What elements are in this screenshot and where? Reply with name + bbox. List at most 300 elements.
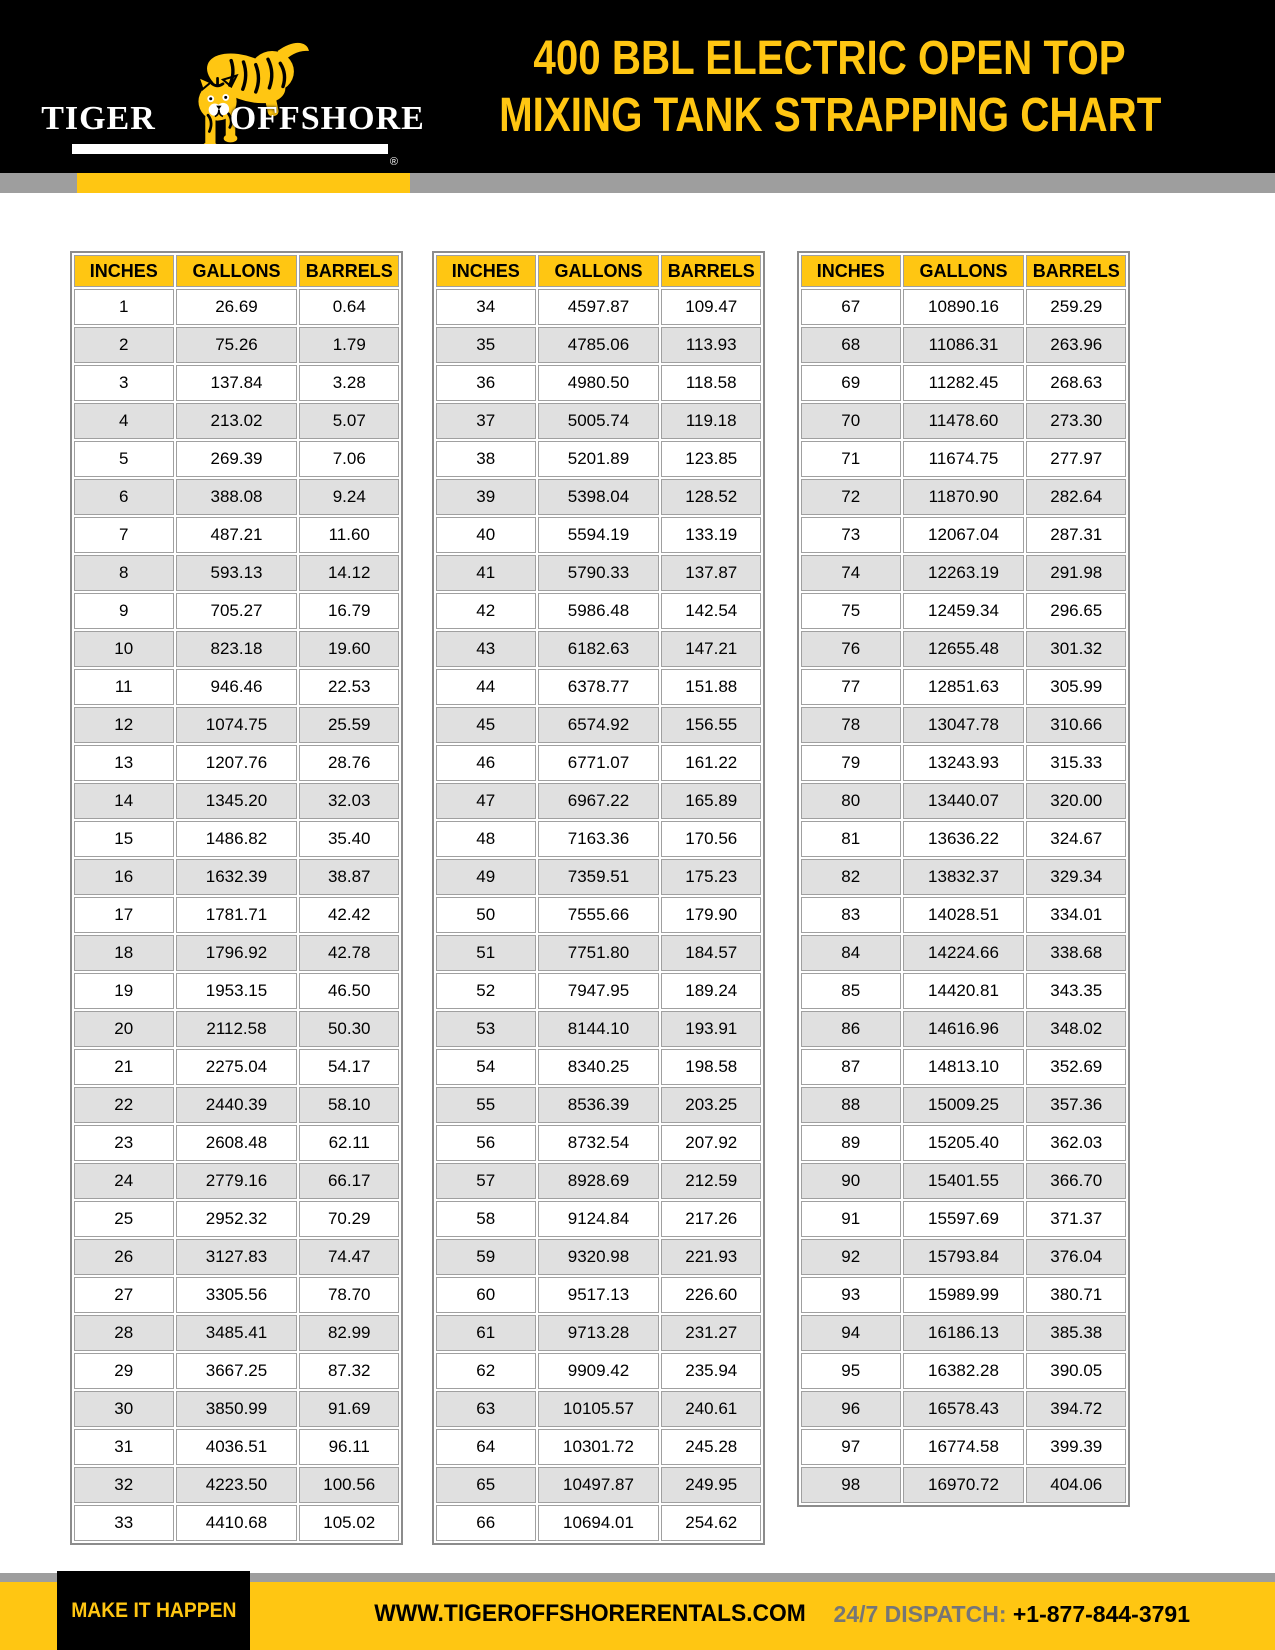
table-cell: 63: [436, 1391, 536, 1427]
table-cell: 175.23: [661, 859, 761, 895]
table-row: [74, 479, 399, 515]
table-cell: 371.37: [1026, 1201, 1126, 1237]
table-cell: 14.12: [299, 555, 399, 591]
table-header-row: [436, 255, 761, 287]
table-cell: 6378.77: [538, 669, 660, 705]
footer-tagline: MAKE IT HAPPEN: [70, 1598, 237, 1622]
table-cell: 91.69: [299, 1391, 399, 1427]
table-cell: 385.38: [1026, 1315, 1126, 1351]
table-cell: 16970.72: [903, 1467, 1025, 1503]
table-cell: 7.06: [299, 441, 399, 477]
footer-dispatch: [834, 1601, 1190, 1628]
table-row: [801, 555, 1126, 591]
table-cell: 137.84: [176, 365, 298, 401]
table-row: [801, 1049, 1126, 1085]
table-row: [436, 631, 761, 667]
table-row: [74, 821, 399, 857]
table-cell: 593.13: [176, 555, 298, 591]
dispatch-phone-number[interactable]: +1-877-844-3791: [1012, 1601, 1190, 1627]
table-cell: 14: [74, 783, 174, 819]
table-row: [801, 441, 1126, 477]
table-cell: 13: [74, 745, 174, 781]
table-row: [74, 669, 399, 705]
table-cell: 19.60: [299, 631, 399, 667]
table-cell: 212.59: [661, 1163, 761, 1199]
table-cell: 53: [436, 1011, 536, 1047]
table-cell: 376.04: [1026, 1239, 1126, 1275]
table-cell: 5986.48: [538, 593, 660, 629]
table-row: [436, 897, 761, 933]
table-cell: 35.40: [299, 821, 399, 857]
table-cell: 35: [436, 327, 536, 363]
table-cell: 301.32: [1026, 631, 1126, 667]
table-row: [436, 1277, 761, 1313]
table-cell: 43: [436, 631, 536, 667]
table-row: [436, 1315, 761, 1351]
table-cell: 362.03: [1026, 1125, 1126, 1161]
header-divider-yellow-segment: [77, 173, 410, 193]
table-cell: 28.76: [299, 745, 399, 781]
table-cell: 105.02: [299, 1505, 399, 1541]
table-row: [74, 1277, 399, 1313]
strapping-table-3: [797, 251, 1130, 1507]
table-cell: 92: [801, 1239, 901, 1275]
table-cell: 39: [436, 479, 536, 515]
table-cell: 7163.36: [538, 821, 660, 857]
table-row: [436, 1429, 761, 1465]
table-cell: 7359.51: [538, 859, 660, 895]
table-row: [801, 935, 1126, 971]
table-cell: 13440.07: [903, 783, 1025, 819]
table-cell: 83: [801, 897, 901, 933]
table-row: [74, 1049, 399, 1085]
table-cell: 5201.89: [538, 441, 660, 477]
table-row: [801, 593, 1126, 629]
table-cell: 73: [801, 517, 901, 553]
column-header-inches: INCHES: [801, 255, 901, 287]
table-row: [74, 1467, 399, 1503]
table-cell: 25: [74, 1201, 174, 1237]
table-row: [436, 289, 761, 325]
table-cell: 52: [436, 973, 536, 1009]
table-cell: 249.95: [661, 1467, 761, 1503]
table-cell: 16.79: [299, 593, 399, 629]
table-cell: 310.66: [1026, 707, 1126, 743]
table-cell: 1345.20: [176, 783, 298, 819]
column-header-inches: INCHES: [436, 255, 536, 287]
table-row: [801, 1125, 1126, 1161]
table-row: [801, 1087, 1126, 1123]
table-row: [801, 1353, 1126, 1389]
table-cell: 334.01: [1026, 897, 1126, 933]
table-cell: 13832.37: [903, 859, 1025, 895]
table-cell: 40: [436, 517, 536, 553]
table-cell: 15989.99: [903, 1277, 1025, 1313]
table-cell: 273.30: [1026, 403, 1126, 439]
table-row: [801, 745, 1126, 781]
table-cell: 42.42: [299, 897, 399, 933]
table-cell: 38: [436, 441, 536, 477]
table-cell: 49: [436, 859, 536, 895]
table-row: [74, 327, 399, 363]
table-row: [801, 1391, 1126, 1427]
table-cell: 388.08: [176, 479, 298, 515]
table-cell: 394.72: [1026, 1391, 1126, 1427]
table-row: [436, 593, 761, 629]
table-cell: 15: [74, 821, 174, 857]
table-cell: 11478.60: [903, 403, 1025, 439]
table-cell: 41: [436, 555, 536, 591]
table-cell: 8536.39: [538, 1087, 660, 1123]
column-header-gallons: GALLONS: [538, 255, 660, 287]
table-row: [436, 1011, 761, 1047]
table-row: [74, 1505, 399, 1541]
table-cell: 2779.16: [176, 1163, 298, 1199]
table-cell: 6182.63: [538, 631, 660, 667]
table-row: [436, 441, 761, 477]
table-row: [801, 289, 1126, 325]
table-cell: 84: [801, 935, 901, 971]
table-cell: 57: [436, 1163, 536, 1199]
column-header-inches: INCHES: [74, 255, 174, 287]
table-row: [436, 669, 761, 705]
table-row: [801, 821, 1126, 857]
table-cell: 70.29: [299, 1201, 399, 1237]
table-cell: 16382.28: [903, 1353, 1025, 1389]
header-divider-band: [0, 173, 1275, 193]
table-cell: 38.87: [299, 859, 399, 895]
table-cell: 3485.41: [176, 1315, 298, 1351]
table-cell: 26.69: [176, 289, 298, 325]
table-cell: 151.88: [661, 669, 761, 705]
table-row: [436, 859, 761, 895]
table-cell: 55: [436, 1087, 536, 1123]
table-row: [801, 1011, 1126, 1047]
table-cell: 34: [436, 289, 536, 325]
table-cell: 8: [74, 555, 174, 591]
table-header-row: [801, 255, 1126, 287]
table-cell: 142.54: [661, 593, 761, 629]
table-cell: 67: [801, 289, 901, 325]
table-row: [801, 1163, 1126, 1199]
table-cell: 14616.96: [903, 1011, 1025, 1047]
table-cell: 6: [74, 479, 174, 515]
table-cell: 62.11: [299, 1125, 399, 1161]
table-row: [801, 1429, 1126, 1465]
table-cell: 179.90: [661, 897, 761, 933]
table-cell: 72: [801, 479, 901, 515]
logo-wordmark: [41, 100, 425, 138]
table-row: [436, 555, 761, 591]
title-line-2: MIXING TANK STRAPPING CHART: [498, 88, 1162, 142]
table-cell: 82.99: [299, 1315, 399, 1351]
table-cell: 70: [801, 403, 901, 439]
table-header-row: [74, 255, 399, 287]
dispatch-label: 24/7 DISPATCH:: [833, 1601, 1007, 1627]
table-row: [74, 973, 399, 1009]
table-cell: 0.64: [299, 289, 399, 325]
table-row: [436, 327, 761, 363]
table-cell: 23: [74, 1125, 174, 1161]
table-cell: 343.35: [1026, 973, 1126, 1009]
table-row: [436, 1125, 761, 1161]
table-row: [74, 1201, 399, 1237]
table-cell: 207.92: [661, 1125, 761, 1161]
table-row: [436, 821, 761, 857]
table-cell: 118.58: [661, 365, 761, 401]
table-cell: 147.21: [661, 631, 761, 667]
table-row: [436, 403, 761, 439]
table-cell: 42: [436, 593, 536, 629]
table-cell: 13636.22: [903, 821, 1025, 857]
table-cell: 36: [436, 365, 536, 401]
table-cell: 42.78: [299, 935, 399, 971]
table-cell: 14813.10: [903, 1049, 1025, 1085]
table-cell: 189.24: [661, 973, 761, 1009]
table-cell: 7: [74, 517, 174, 553]
table-row: [436, 517, 761, 553]
table-cell: 44: [436, 669, 536, 705]
table-cell: 2608.48: [176, 1125, 298, 1161]
strapping-table-1: [70, 251, 403, 1545]
table-row: [74, 1391, 399, 1427]
table-cell: 12: [74, 707, 174, 743]
table-row: [74, 1429, 399, 1465]
table-cell: 4785.06: [538, 327, 660, 363]
table-cell: 2275.04: [176, 1049, 298, 1085]
table-cell: 13243.93: [903, 745, 1025, 781]
table-cell: 217.26: [661, 1201, 761, 1237]
table-cell: 2440.39: [176, 1087, 298, 1123]
table-row: [436, 1201, 761, 1237]
table-cell: 8732.54: [538, 1125, 660, 1161]
table-row: [436, 479, 761, 515]
table-cell: 296.65: [1026, 593, 1126, 629]
table-cell: 89: [801, 1125, 901, 1161]
table-cell: 22: [74, 1087, 174, 1123]
table-cell: 48: [436, 821, 536, 857]
table-cell: 11674.75: [903, 441, 1025, 477]
table-cell: 7555.66: [538, 897, 660, 933]
table-cell: 245.28: [661, 1429, 761, 1465]
table-cell: 98: [801, 1467, 901, 1503]
table-cell: 10694.01: [538, 1505, 660, 1541]
table-cell: 32.03: [299, 783, 399, 819]
table-cell: 5: [74, 441, 174, 477]
table-cell: 320.00: [1026, 783, 1126, 819]
table-cell: 4410.68: [176, 1505, 298, 1541]
logo-word-offshore: OFFSHORE: [229, 100, 425, 137]
table-cell: 10497.87: [538, 1467, 660, 1503]
table-cell: 77: [801, 669, 901, 705]
table-cell: 170.56: [661, 821, 761, 857]
table-cell: 1: [74, 289, 174, 325]
table-cell: 198.58: [661, 1049, 761, 1085]
table-cell: 4597.87: [538, 289, 660, 325]
table-row: [801, 517, 1126, 553]
table-cell: 58: [436, 1201, 536, 1237]
table-cell: 399.39: [1026, 1429, 1126, 1465]
table-cell: 15205.40: [903, 1125, 1025, 1161]
table-cell: 390.05: [1026, 1353, 1126, 1389]
table-cell: 338.68: [1026, 935, 1126, 971]
table-cell: 10301.72: [538, 1429, 660, 1465]
footer-website-link[interactable]: WWW.TIGEROFFSHORERENTALS.COM: [374, 1600, 806, 1627]
table-row: [436, 707, 761, 743]
table-row: [801, 669, 1126, 705]
table-cell: 380.71: [1026, 1277, 1126, 1313]
table-cell: 8340.25: [538, 1049, 660, 1085]
table-cell: 133.19: [661, 517, 761, 553]
table-cell: 357.36: [1026, 1087, 1126, 1123]
table-cell: 69: [801, 365, 901, 401]
table-cell: 85: [801, 973, 901, 1009]
table-cell: 128.52: [661, 479, 761, 515]
table-cell: 37: [436, 403, 536, 439]
table-cell: 74.47: [299, 1239, 399, 1275]
table-cell: 29: [74, 1353, 174, 1389]
table-cell: 231.27: [661, 1315, 761, 1351]
table-cell: 26: [74, 1239, 174, 1275]
table-cell: 352.69: [1026, 1049, 1126, 1085]
table-cell: 27: [74, 1277, 174, 1313]
tiger-offshore-logo: [41, 12, 425, 170]
table-cell: 32: [74, 1467, 174, 1503]
table-cell: 268.63: [1026, 365, 1126, 401]
table-cell: 235.94: [661, 1353, 761, 1389]
table-row: [74, 783, 399, 819]
table-row: [801, 479, 1126, 515]
table-cell: 91: [801, 1201, 901, 1237]
column-header-barrels: BARRELS: [1026, 255, 1126, 287]
table-cell: 66.17: [299, 1163, 399, 1199]
table-cell: 96: [801, 1391, 901, 1427]
table-cell: 14224.66: [903, 935, 1025, 971]
table-cell: 277.97: [1026, 441, 1126, 477]
table-cell: 87: [801, 1049, 901, 1085]
table-row: [74, 1163, 399, 1199]
table-cell: 305.99: [1026, 669, 1126, 705]
table-row: [74, 707, 399, 743]
table-cell: 3.28: [299, 365, 399, 401]
column-header-barrels: BARRELS: [661, 255, 761, 287]
table-cell: 78.70: [299, 1277, 399, 1313]
table-cell: 100.56: [299, 1467, 399, 1503]
title-line-1: 400 BBL ELECTRIC OPEN TOP: [533, 31, 1127, 85]
registered-trademark-symbol: ®: [389, 156, 398, 168]
table-row: [801, 1315, 1126, 1351]
table-cell: 18: [74, 935, 174, 971]
table-cell: 366.70: [1026, 1163, 1126, 1199]
table-row: [74, 441, 399, 477]
table-cell: 16: [74, 859, 174, 895]
table-row: [74, 1239, 399, 1275]
table-cell: 11870.90: [903, 479, 1025, 515]
table-cell: 9517.13: [538, 1277, 660, 1313]
table-cell: 12655.48: [903, 631, 1025, 667]
header-banner: [0, 0, 1275, 173]
table-cell: 56: [436, 1125, 536, 1161]
table-cell: 3127.83: [176, 1239, 298, 1275]
table-cell: 22.53: [299, 669, 399, 705]
table-cell: 97: [801, 1429, 901, 1465]
table-cell: 64: [436, 1429, 536, 1465]
table-row: [436, 1239, 761, 1275]
table-cell: 54.17: [299, 1049, 399, 1085]
table-cell: 165.89: [661, 783, 761, 819]
table-cell: 60: [436, 1277, 536, 1313]
table-cell: 16186.13: [903, 1315, 1025, 1351]
table-cell: 5790.33: [538, 555, 660, 591]
table-cell: 109.47: [661, 289, 761, 325]
logo-underline-bar: [72, 144, 388, 154]
table-cell: 5005.74: [538, 403, 660, 439]
table-cell: 75.26: [176, 327, 298, 363]
table-cell: 254.62: [661, 1505, 761, 1541]
table-cell: 282.64: [1026, 479, 1126, 515]
table-row: [801, 631, 1126, 667]
column-header-barrels: BARRELS: [299, 255, 399, 287]
table-cell: 2952.32: [176, 1201, 298, 1237]
table-cell: 86: [801, 1011, 901, 1047]
footer-tagline-box: [57, 1571, 250, 1650]
column-header-gallons: GALLONS: [176, 255, 298, 287]
logo-word-tiger: TIGER: [41, 100, 156, 137]
table-cell: 259.29: [1026, 289, 1126, 325]
table-cell: 13047.78: [903, 707, 1025, 743]
table-row: [74, 365, 399, 401]
table-cell: 54: [436, 1049, 536, 1085]
table-cell: 90: [801, 1163, 901, 1199]
table-cell: 113.93: [661, 327, 761, 363]
table-cell: 7751.80: [538, 935, 660, 971]
table-cell: 1074.75: [176, 707, 298, 743]
table-row: [801, 707, 1126, 743]
table-cell: 4223.50: [176, 1467, 298, 1503]
table-cell: 193.91: [661, 1011, 761, 1047]
table-row: [74, 1011, 399, 1047]
table-cell: 119.18: [661, 403, 761, 439]
table-cell: 705.27: [176, 593, 298, 629]
table-cell: 25.59: [299, 707, 399, 743]
table-cell: 14028.51: [903, 897, 1025, 933]
table-cell: 24: [74, 1163, 174, 1199]
table-cell: 96.11: [299, 1429, 399, 1465]
table-cell: 51: [436, 935, 536, 971]
table-cell: 88: [801, 1087, 901, 1123]
table-cell: 221.93: [661, 1239, 761, 1275]
table-cell: 1.79: [299, 327, 399, 363]
table-cell: 75: [801, 593, 901, 629]
table-row: [74, 859, 399, 895]
table-cell: 9.24: [299, 479, 399, 515]
table-cell: 269.39: [176, 441, 298, 477]
table-cell: 315.33: [1026, 745, 1126, 781]
strapping-table-2: [432, 251, 765, 1545]
table-cell: 11: [74, 669, 174, 705]
table-cell: 33: [74, 1505, 174, 1541]
table-cell: 7947.95: [538, 973, 660, 1009]
table-cell: 47: [436, 783, 536, 819]
table-cell: 15009.25: [903, 1087, 1025, 1123]
table-row: [74, 1353, 399, 1389]
table-row: [801, 1239, 1126, 1275]
table-cell: 3667.25: [176, 1353, 298, 1389]
table-cell: 2: [74, 327, 174, 363]
table-cell: 12067.04: [903, 517, 1025, 553]
table-cell: 240.61: [661, 1391, 761, 1427]
table-cell: 226.60: [661, 1277, 761, 1313]
